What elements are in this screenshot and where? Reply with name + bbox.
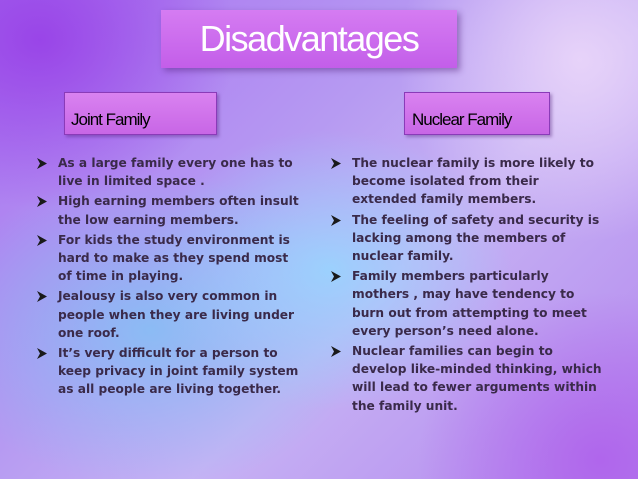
list-item-text: Jealousy is also very common in people when they are living under one roof. bbox=[58, 289, 295, 340]
arrow-bullet-icon bbox=[330, 215, 342, 226]
list-item-text: Family members particularly mothers , may have tendency to burn out from attempting to meet every person’s need alone. bbox=[352, 269, 587, 338]
arrow-bullet-icon bbox=[36, 235, 48, 246]
arrow-bullet-icon bbox=[36, 291, 48, 302]
nuclear-family-header-label: Nuclear Family bbox=[412, 109, 512, 129]
list-item bbox=[36, 344, 301, 399]
joint-family-header-label: Joint Family bbox=[71, 109, 150, 129]
list-item bbox=[330, 267, 605, 340]
list-item-text: For kids the study environment is hard to make as they spend most of time in playing. bbox=[58, 232, 290, 284]
list-item-text: It’s very difficult for a person to keep privacy in joint family system as all people are living together. bbox=[58, 346, 299, 397]
nuclear-family-list bbox=[330, 154, 605, 417]
arrow-bullet-icon bbox=[36, 196, 48, 207]
slide-title: Disadvantages bbox=[199, 18, 419, 59]
list-item-text: High earning members often insult the low earning members. bbox=[58, 194, 299, 227]
list-item bbox=[36, 154, 301, 190]
list-item-text: As a large family every one has to live in limited space . bbox=[58, 156, 293, 189]
joint-family-list bbox=[36, 154, 301, 401]
arrow-bullet-icon bbox=[36, 348, 48, 359]
arrow-bullet-icon bbox=[330, 346, 342, 357]
arrow-bullet-icon bbox=[36, 158, 48, 169]
title-box bbox=[161, 10, 457, 68]
list-item bbox=[36, 231, 301, 286]
nuclear-family-header bbox=[404, 92, 550, 135]
list-item-text: The feeling of safety and security is lacking among the members of nuclear family. bbox=[352, 212, 600, 264]
list-item bbox=[36, 192, 301, 228]
arrow-bullet-icon bbox=[330, 158, 342, 169]
list-item-text: The nuclear family is more likely to become isolated from their extended family members. bbox=[352, 156, 594, 207]
list-item bbox=[330, 154, 605, 209]
list-item bbox=[36, 287, 301, 342]
arrow-bullet-icon bbox=[330, 271, 342, 282]
list-item bbox=[330, 342, 605, 415]
list-item bbox=[330, 211, 605, 266]
joint-family-header bbox=[64, 92, 217, 135]
list-item-text: Nuclear families can begin to develop like-minded thinking, which will lead to fewer arguments within the family unit. bbox=[352, 344, 602, 413]
